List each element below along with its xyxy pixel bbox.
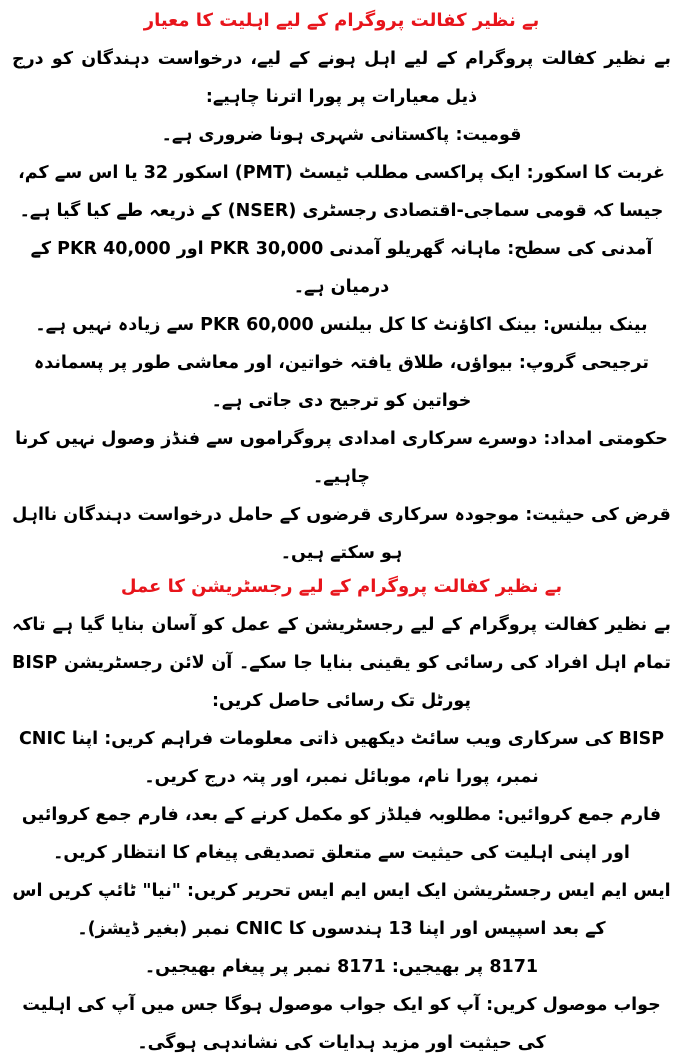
criterion-nationality	[12, 116, 671, 154]
step-submit-form	[12, 796, 671, 872]
step-text: مطلوبہ فیلڈز کو مکمل کرنے کے بعد، فارم جمع کروائیں اور اپنی اہلیت کی حیثیت سے متعلق تصدیقی پیغام کا انتظار کریں۔	[21, 805, 630, 863]
criterion-text: موجودہ سرکاری قرضوں کے حامل درخواست دہندگان نااہل ہو سکتے ہیں۔	[12, 505, 520, 563]
criterion-label: بینک بیلنس:	[543, 315, 648, 335]
criterion-income-level	[12, 230, 671, 306]
step-visit-website	[12, 720, 671, 796]
step-text: آپ کو ایک جواب موصول ہوگا جس میں آپ کی اہلیت کی حیثیت اور مزید ہدایات کی نشاندہی ہوگی۔	[22, 995, 546, 1053]
criterion-label: قومیت:	[455, 125, 522, 145]
eligibility-intro: بے نظیر کفالت پروگرام کے لیے اہل ہونے کے لیے، درخواست دہندگان کو درج ذیل معیارات پر پورا اترنا چاہیے:	[12, 49, 671, 107]
criterion-text: بیواؤں، طلاق یافتہ خواتین، اور معاشی طور پر پسماندہ خواتین کو ترجیح دی جاتی ہے۔	[34, 353, 513, 411]
criterion-text: ماہانہ گھریلو آمدنی PKR 30,000 اور PKR 40,000 کے درمیان ہے۔	[30, 239, 502, 297]
criterion-text: بینک اکاؤنٹ کا کل بیلنس PKR 60,000 سے زیادہ نہیں ہے۔	[35, 315, 537, 335]
step-label: ایس ایم ایس رجسٹریشن	[452, 881, 671, 901]
step-receive-reply	[12, 986, 671, 1062]
step-text: کی سرکاری ویب سائٹ دیکھیں ذاتی معلومات فراہم کریں: اپنا CNIC نمبر، پورا نام، موبائل نمبر، اور پتہ درج کریں۔	[18, 729, 613, 787]
step-label: BISP	[618, 729, 665, 749]
criterion-bank-balance	[12, 306, 671, 344]
criterion-text: پاکستانی شہری ہونا ضروری ہے۔	[161, 125, 450, 145]
eligibility-heading: بے نظیر کفالت پروگرام کے لیے اہلیت کا معیار	[143, 10, 540, 31]
step-send-8171	[12, 948, 671, 986]
step-text: 8171 نمبر پر پیغام بھیجیں۔	[144, 957, 386, 977]
step-label: فارم جمع کروائیں:	[497, 805, 662, 825]
criterion-poverty-score	[12, 154, 671, 230]
criterion-text: دوسرے سرکاری امدادی پروگراموں سے فنڈز وصول نہیں کرنا چاہیے۔	[15, 429, 538, 487]
steps-list	[12, 720, 671, 1062]
criterion-label: غربت کا اسکور:	[526, 163, 665, 183]
criterion-label: قرض کی حیثیت:	[525, 505, 671, 525]
criterion-label: حکومتی امداد:	[543, 429, 668, 449]
criterion-label: ترجیحی گروپ:	[518, 353, 649, 373]
criterion-loan-status	[12, 496, 671, 572]
registration-heading: بے نظیر کفالت پروگرام کے لیے رجسٹریشن کا عمل	[120, 576, 563, 597]
criterion-priority-group	[12, 344, 671, 420]
step-label: جواب موصول کریں:	[486, 995, 661, 1015]
registration-intro: بے نظیر کفالت پروگرام کے لیے رجسٹریشن کے عمل کو آسان بنایا گیا ہے تاکہ تمام اہل افراد کی رسائی کو یقینی بنایا جا سکے۔ آن لائن رجسٹریشن BISP پورٹل تک رسائی حاصل کریں:	[12, 615, 671, 711]
criteria-list	[12, 116, 671, 572]
criterion-label: آمدنی کی سطح:	[507, 239, 653, 259]
criterion-text: ایک پراکسی مطلب ٹیسٹ (PMT) اسکور 32 یا اس سے کم، جیسا کہ قومی سماجی-اقتصادی رجسٹری (NSER) کے ذریعہ طے کیا گیا ہے۔	[18, 163, 664, 221]
step-label: 8171 پر بھیجیں:	[391, 957, 539, 977]
criterion-government-aid	[12, 420, 671, 496]
step-sms-registration	[12, 872, 671, 948]
step-text: ایک ایس ایم ایس تحریر کریں: "نیا" ٹائپ کریں اس کے بعد اسپیس اور اپنا 13 ہندسوں کا CNIC نمبر (بغیر ڈیشز)۔	[12, 881, 606, 939]
